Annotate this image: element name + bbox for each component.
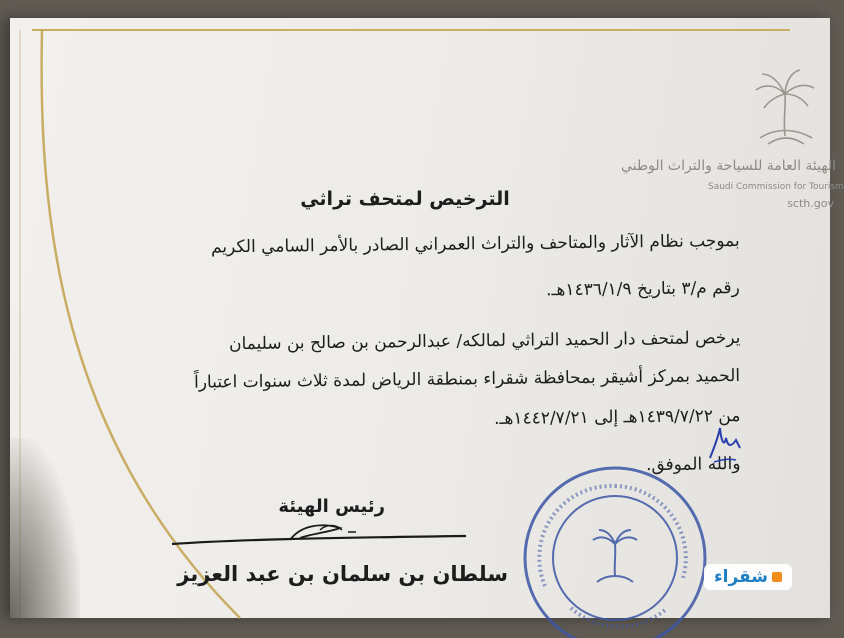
body-line-3: يرخص لمتحف دار الحميد التراثي لمالكه/ عبدالرحمن بن صالح بن سليمان: [228, 328, 741, 355]
source-watermark: [704, 564, 792, 590]
stamp-palm-icon: [593, 530, 637, 582]
body-line-4: الحميد بمركز أشيقر بمحافظة شقراء بمنطقة الرياض لمدة ثلاث سنوات اعتباراً: [193, 366, 741, 393]
watermark-dot-icon: [772, 572, 782, 582]
signatory-title: رئيس الهيئة: [278, 496, 385, 517]
official-stamp: [515, 458, 715, 638]
body-line-1: بموجب نظام الآثار والمتاحف والتراث العمراني الصادر بالأمر السامي الكريم: [211, 231, 741, 258]
document-paper: [10, 18, 844, 618]
org-website: scth.gov: [787, 197, 834, 210]
body-line-2: رقم م/٣ بتاريخ ١٤٣٦/١/٩هـ.: [546, 278, 741, 301]
org-name-arabic: الهيئة العامة للسياحة والتراث الوطني: [621, 158, 836, 174]
closing-line: والله الموفق.: [645, 454, 741, 476]
signatory-name: سلطان بن سلمان بن عبد العزيز: [177, 562, 508, 586]
org-name-english: Saudi Commission for Tourism: [708, 182, 844, 192]
watermark-label: شقراء: [713, 567, 768, 587]
handwritten-signature: [170, 518, 470, 558]
corner-shadow: [10, 438, 80, 618]
document-title: الترخيص لمتحف تراثي: [300, 188, 510, 210]
body-line-5: من ١٤٣٩/٧/٢٢هـ إلى ١٤٤٢/٧/٢١هـ.: [493, 406, 741, 430]
